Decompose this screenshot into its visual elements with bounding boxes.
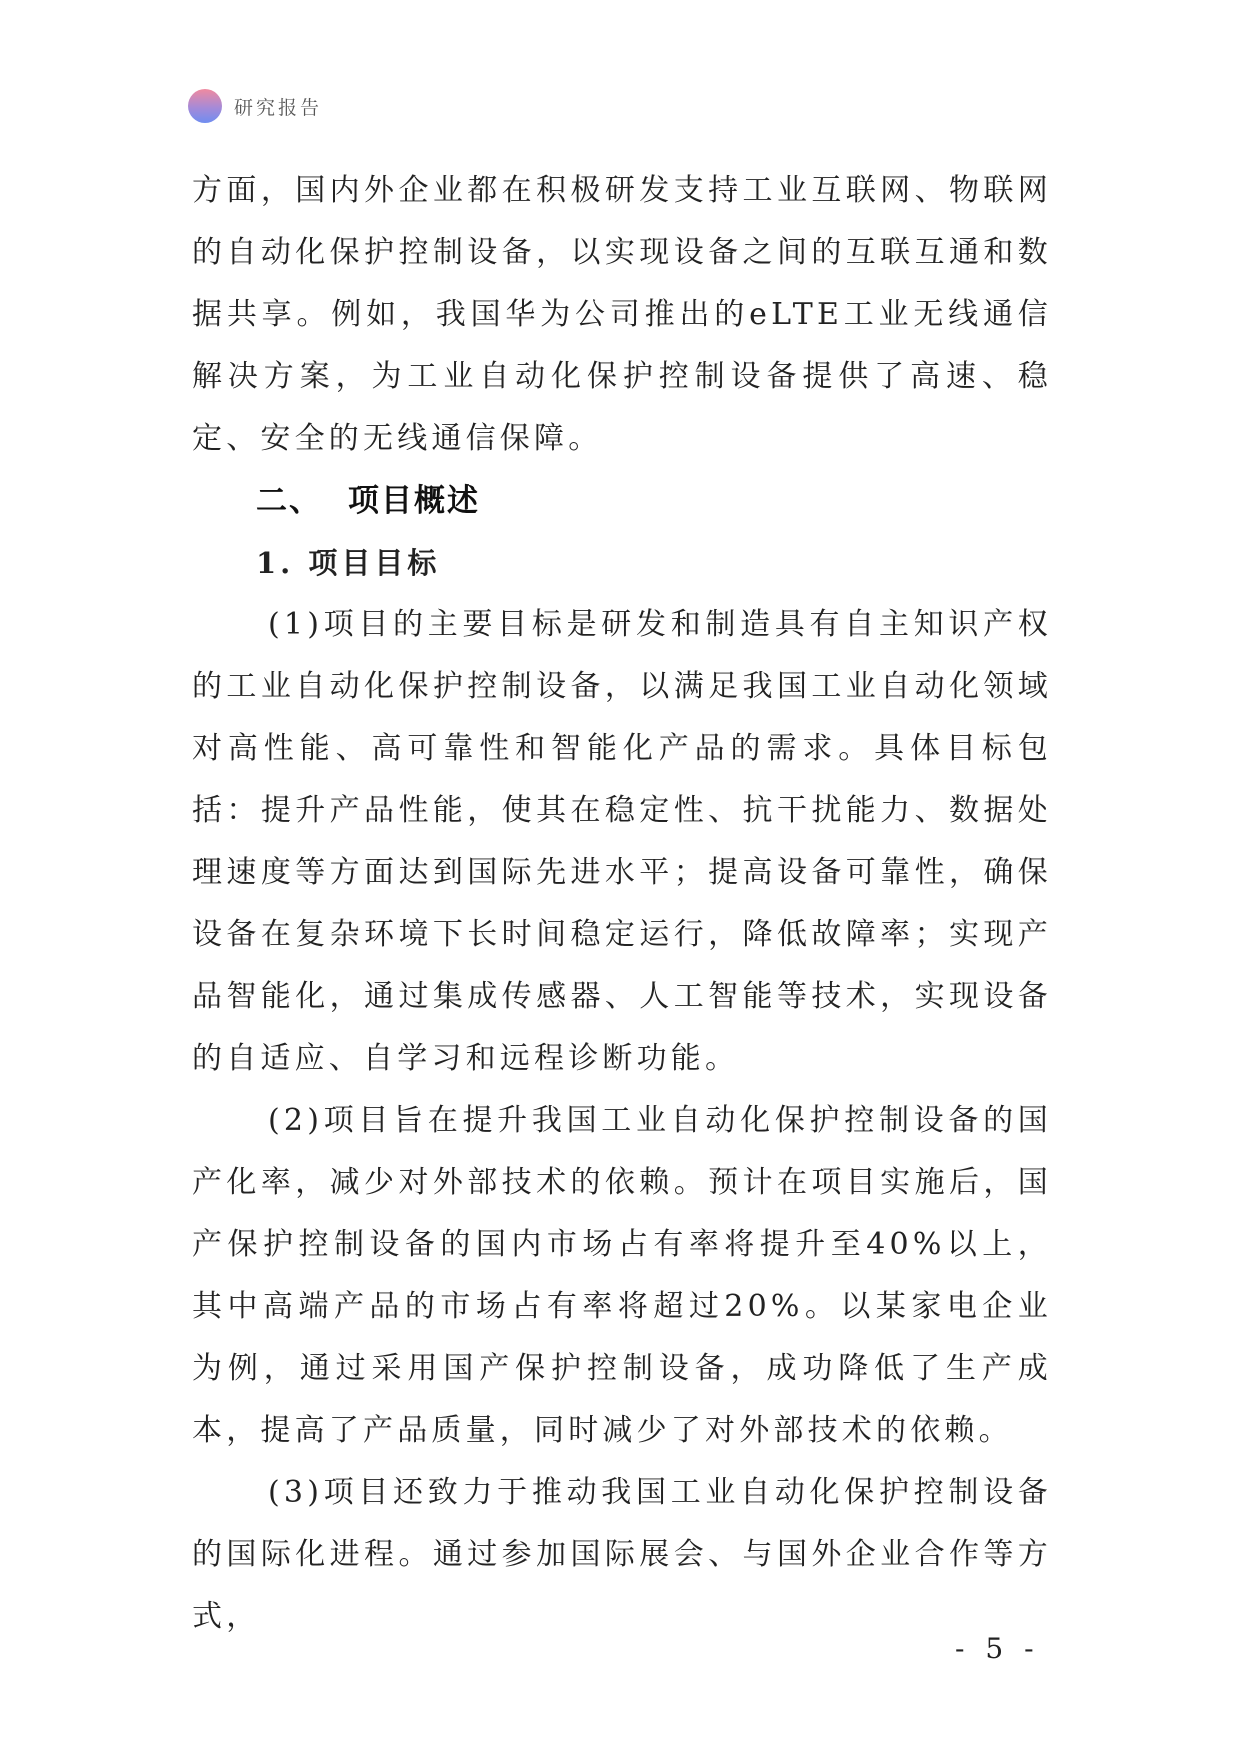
intro-paragraph: 方面，国内外企业都在积极研发支持工业互联网、物联网的自动化保护控制设备，以实现设备之间的互联互通和数据共享。例如，我国华为公司推出的eLTE工业无线通信解决方案，为工业自动化保护控制设备提供了高速、稳定、安全的无线通信保障。	[192, 173, 1052, 456]
paragraph-goal-3: (3)项目还致力于推动我国工业自动化保护控制设备的国际化进程。通过参加国际展会、与国外企业合作等方式，	[192, 1475, 1052, 1634]
report-logo-icon	[188, 89, 222, 123]
section-number: 二、	[256, 483, 322, 519]
paragraph-goal-1: (1)项目的主要目标是研发和制造具有自主知识产权的工业自动化保护控制设备，以满足我国工业自动化领域对高性能、高可靠性和智能化产品的需求。具体目标包括：提升产品性能，使其在稳定性、抗干扰能力、数据处理速度等方面达到国际先进水平；提高设备可靠性，确保设备在复杂环境下长时间稳定运行，降低故障率；实现产品智能化，通过集成传感器、人工智能等技术，实现设备的自适应、自学习和远程诊断功能。	[192, 607, 1052, 1076]
document-body	[192, 160, 1052, 1648]
page-number: - 5 -	[955, 1632, 1040, 1665]
subsection-heading: 1. 项目目标	[256, 546, 441, 580]
section-heading	[192, 470, 1052, 532]
report-header	[188, 88, 322, 124]
paragraph-goal-2: (2)项目旨在提升我国工业自动化保护控制设备的国产化率，减少对外部技术的依赖。预计在项目实施后，国产保护控制设备的国内市场占有率将提升至40%以上，其中高端产品的市场占有率将超过20%。以某家电企业为例，通过采用国产保护控制设备，成功降低了生产成本，提高了产品质量，同时减少了对外部技术的依赖。	[192, 1103, 1052, 1448]
report-header-label: 研究报告	[234, 96, 323, 119]
section-title: 项目概述	[348, 483, 480, 519]
